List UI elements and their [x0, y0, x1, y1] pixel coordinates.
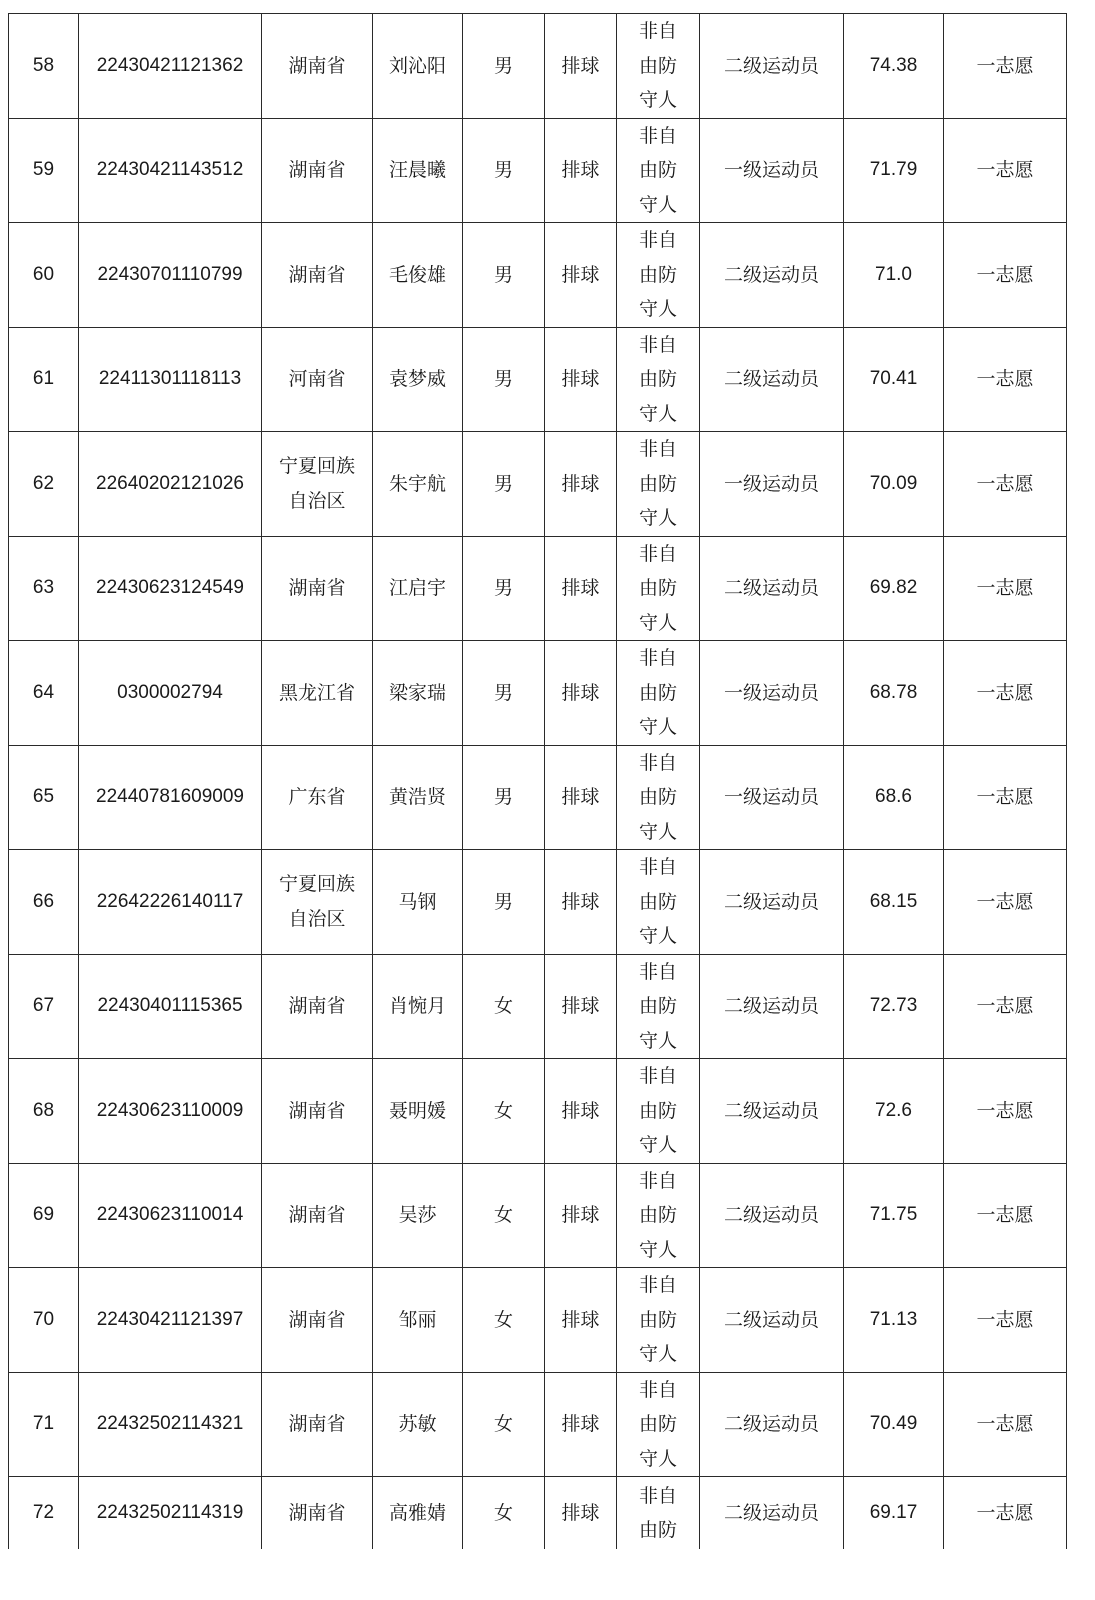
cell-choice: 一志愿 — [944, 432, 1067, 537]
cell-name: 邹丽 — [373, 1268, 463, 1373]
cell-province: 湖南省 — [262, 1372, 373, 1477]
cell-score: 69.82 — [844, 536, 944, 641]
cell-name: 黄浩贤 — [373, 745, 463, 850]
cell-level: 二级运动员 — [700, 327, 844, 432]
cell-sport: 排球 — [545, 1163, 617, 1268]
cell-exam-id: 22430623110009 — [79, 1059, 262, 1164]
cell-level: 二级运动员 — [700, 1059, 844, 1164]
cell-exam-id: 22430401115365 — [79, 954, 262, 1059]
table-row — [9, 327, 1067, 432]
cell-gender: 男 — [463, 536, 545, 641]
cell-no: 65 — [9, 745, 79, 850]
cell-no: 58 — [9, 14, 79, 119]
cell-province: 宁夏回族自治区 — [262, 850, 373, 955]
cell-level: 二级运动员 — [700, 1372, 844, 1477]
cell-score: 68.78 — [844, 641, 944, 746]
cell-province: 湖南省 — [262, 14, 373, 119]
cell-province: 湖南省 — [262, 536, 373, 641]
cell-province: 湖南省 — [262, 1268, 373, 1373]
cell-gender: 男 — [463, 850, 545, 955]
cell-name: 朱宇航 — [373, 432, 463, 537]
cell-score: 69.17 — [844, 1477, 944, 1550]
cell-gender: 女 — [463, 1477, 545, 1550]
table-row — [9, 745, 1067, 850]
cell-no: 68 — [9, 1059, 79, 1164]
cell-level: 二级运动员 — [700, 1268, 844, 1373]
cell-exam-id: 22440781609009 — [79, 745, 262, 850]
cell-level: 二级运动员 — [700, 536, 844, 641]
table-row — [9, 1059, 1067, 1164]
cell-score: 72.73 — [844, 954, 944, 1059]
cell-level: 一级运动员 — [700, 432, 844, 537]
cell-level: 二级运动员 — [700, 1163, 844, 1268]
cell-no: 71 — [9, 1372, 79, 1477]
table-row — [9, 432, 1067, 537]
table-row — [9, 223, 1067, 328]
cell-choice: 一志愿 — [944, 954, 1067, 1059]
cell-gender: 男 — [463, 223, 545, 328]
table-row — [9, 1372, 1067, 1477]
cell-province: 湖南省 — [262, 954, 373, 1059]
cell-choice: 一志愿 — [944, 641, 1067, 746]
cell-province: 湖南省 — [262, 223, 373, 328]
table-row — [9, 118, 1067, 223]
cell-name: 马钢 — [373, 850, 463, 955]
cell-no: 60 — [9, 223, 79, 328]
cell-choice: 一志愿 — [944, 1059, 1067, 1164]
cell-no: 63 — [9, 536, 79, 641]
cell-exam-id: 22642226140117 — [79, 850, 262, 955]
cell-position: 非自由防守人 — [617, 1372, 700, 1477]
cell-gender: 女 — [463, 1268, 545, 1373]
cell-exam-id: 22430421121362 — [79, 14, 262, 119]
cell-exam-id: 0300002794 — [79, 641, 262, 746]
cell-sport: 排球 — [545, 1268, 617, 1373]
cell-position: 非自由防守人 — [617, 1163, 700, 1268]
cell-name: 刘沁阳 — [373, 14, 463, 119]
cell-province: 广东省 — [262, 745, 373, 850]
cell-gender: 男 — [463, 432, 545, 537]
cell-sport: 排球 — [545, 641, 617, 746]
cell-province: 湖南省 — [262, 1059, 373, 1164]
cell-choice: 一志愿 — [944, 1268, 1067, 1373]
cell-exam-id: 22430421121397 — [79, 1268, 262, 1373]
cell-no: 70 — [9, 1268, 79, 1373]
cell-name: 汪晨曦 — [373, 118, 463, 223]
cell-choice: 一志愿 — [944, 14, 1067, 119]
cell-province: 湖南省 — [262, 1477, 373, 1550]
cell-score: 70.41 — [844, 327, 944, 432]
cell-choice: 一志愿 — [944, 1163, 1067, 1268]
cell-exam-id: 22430701110799 — [79, 223, 262, 328]
table-row — [9, 641, 1067, 746]
cell-sport: 排球 — [545, 432, 617, 537]
table-row — [9, 1477, 1067, 1550]
cell-position: 非自由防守人 — [617, 954, 700, 1059]
cell-position: 非自由防守人 — [617, 327, 700, 432]
cell-position: 非自由防守人 — [617, 1268, 700, 1373]
cell-name: 梁家瑞 — [373, 641, 463, 746]
cell-score: 70.09 — [844, 432, 944, 537]
cell-province: 黑龙江省 — [262, 641, 373, 746]
cell-level: 二级运动员 — [700, 223, 844, 328]
cell-name: 高雅婧 — [373, 1477, 463, 1550]
cell-exam-id: 22430623110014 — [79, 1163, 262, 1268]
cell-no: 62 — [9, 432, 79, 537]
cell-gender: 男 — [463, 327, 545, 432]
table-row — [9, 850, 1067, 955]
cell-no: 61 — [9, 327, 79, 432]
cell-choice: 一志愿 — [944, 118, 1067, 223]
cell-name: 肖惋月 — [373, 954, 463, 1059]
cell-name: 聂明媛 — [373, 1059, 463, 1164]
cell-exam-id: 22432502114321 — [79, 1372, 262, 1477]
cell-score: 71.13 — [844, 1268, 944, 1373]
cell-sport: 排球 — [545, 223, 617, 328]
cell-choice: 一志愿 — [944, 850, 1067, 955]
cell-name: 吴莎 — [373, 1163, 463, 1268]
cell-score: 68.15 — [844, 850, 944, 955]
table-body — [9, 14, 1067, 1550]
cell-exam-id: 22430623124549 — [79, 536, 262, 641]
cell-choice: 一志愿 — [944, 745, 1067, 850]
cell-exam-id: 22411301118113 — [79, 327, 262, 432]
cell-sport: 排球 — [545, 1059, 617, 1164]
cell-level: 二级运动员 — [700, 14, 844, 119]
cell-score: 71.79 — [844, 118, 944, 223]
cell-position: 非自由防守人 — [617, 745, 700, 850]
cell-level: 二级运动员 — [700, 1477, 844, 1550]
cell-position: 非自由防守人 — [617, 118, 700, 223]
cell-no: 72 — [9, 1477, 79, 1550]
cell-level: 二级运动员 — [700, 850, 844, 955]
table-row — [9, 954, 1067, 1059]
cell-sport: 排球 — [545, 954, 617, 1059]
cell-position: 非自由防守人 — [617, 850, 700, 955]
cell-gender: 男 — [463, 745, 545, 850]
cell-sport: 排球 — [545, 850, 617, 955]
cell-sport: 排球 — [545, 14, 617, 119]
cell-name: 苏敏 — [373, 1372, 463, 1477]
cell-gender: 男 — [463, 14, 545, 119]
cell-position: 非自由防守人 — [617, 432, 700, 537]
cell-score: 72.6 — [844, 1059, 944, 1164]
cell-province: 河南省 — [262, 327, 373, 432]
cell-sport: 排球 — [545, 1477, 617, 1550]
cell-no: 66 — [9, 850, 79, 955]
cell-sport: 排球 — [545, 327, 617, 432]
cell-exam-id: 22430421143512 — [79, 118, 262, 223]
table-row — [9, 1163, 1067, 1268]
cell-score: 68.6 — [844, 745, 944, 850]
cell-province: 湖南省 — [262, 118, 373, 223]
cell-position: 非自由防守人 — [617, 536, 700, 641]
cell-sport: 排球 — [545, 118, 617, 223]
cell-no: 64 — [9, 641, 79, 746]
cell-position: 非自由防守人 — [617, 641, 700, 746]
cell-gender: 女 — [463, 1163, 545, 1268]
admission-table — [8, 13, 1067, 1549]
cell-sport: 排球 — [545, 536, 617, 641]
cell-score: 71.75 — [844, 1163, 944, 1268]
cell-no: 69 — [9, 1163, 79, 1268]
cell-gender: 女 — [463, 1059, 545, 1164]
cell-name: 袁梦威 — [373, 327, 463, 432]
cell-position: 非自由防 — [617, 1477, 700, 1550]
cell-score: 71.0 — [844, 223, 944, 328]
cell-level: 一级运动员 — [700, 745, 844, 850]
cell-no: 67 — [9, 954, 79, 1059]
cell-choice: 一志愿 — [944, 327, 1067, 432]
cell-choice: 一志愿 — [944, 223, 1067, 328]
cell-sport: 排球 — [545, 1372, 617, 1477]
cell-gender: 男 — [463, 641, 545, 746]
cell-province: 宁夏回族自治区 — [262, 432, 373, 537]
cell-name: 江启宇 — [373, 536, 463, 641]
cell-exam-id: 22432502114319 — [79, 1477, 262, 1550]
cell-position: 非自由防守人 — [617, 223, 700, 328]
cell-sport: 排球 — [545, 745, 617, 850]
cell-level: 二级运动员 — [700, 954, 844, 1059]
cell-province: 湖南省 — [262, 1163, 373, 1268]
cell-position: 非自由防守人 — [617, 1059, 700, 1164]
cell-gender: 女 — [463, 954, 545, 1059]
cell-score: 74.38 — [844, 14, 944, 119]
cell-gender: 女 — [463, 1372, 545, 1477]
cell-level: 一级运动员 — [700, 641, 844, 746]
cell-name: 毛俊雄 — [373, 223, 463, 328]
cell-choice: 一志愿 — [944, 1477, 1067, 1550]
cell-choice: 一志愿 — [944, 536, 1067, 641]
table-row — [9, 536, 1067, 641]
table-row — [9, 1268, 1067, 1373]
cell-gender: 男 — [463, 118, 545, 223]
cell-no: 59 — [9, 118, 79, 223]
cell-exam-id: 22640202121026 — [79, 432, 262, 537]
cell-level: 一级运动员 — [700, 118, 844, 223]
cell-choice: 一志愿 — [944, 1372, 1067, 1477]
cell-position: 非自由防守人 — [617, 14, 700, 119]
cell-score: 70.49 — [844, 1372, 944, 1477]
table-row — [9, 14, 1067, 119]
